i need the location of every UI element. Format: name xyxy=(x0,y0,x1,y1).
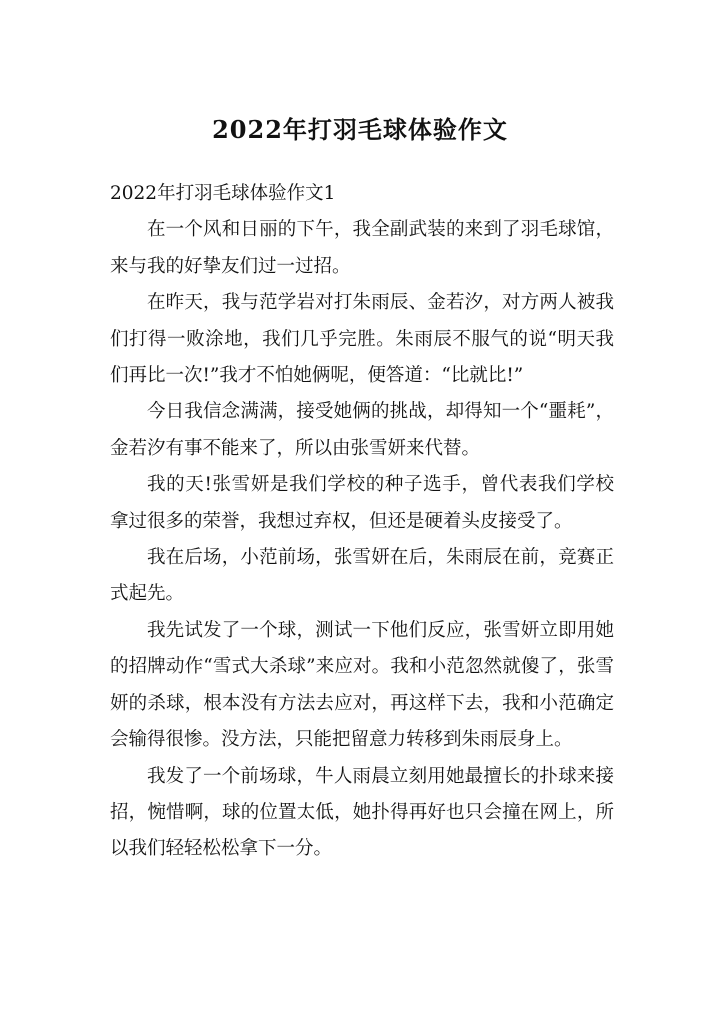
essay-heading: 2022年打羽毛球体验作文1 xyxy=(110,183,336,204)
paragraph: 在昨天，我与范学岩对打朱雨辰、金若汐，对方两人被我们打得一败涂地，我们几乎完胜。朱雨辰不服气的说“明天我们再比一次!”我才不怕她俩呢，便答道：“比就比!” xyxy=(110,292,614,387)
paragraph: 我先试发了一个球，测试一下他们反应，张雪妍立即用她的招牌动作“雪式大杀球”来应对。我和小范忽然就傻了，张雪妍的杀球，根本没有方法去应对，再这样下去，我和小范确定会输得很惨。没方法，只能把留意力转移到朱雨辰身上。 xyxy=(110,619,614,751)
paragraph: 在一个风和日丽的下午，我全副武装的来到了羽毛球馆，来与我的好挚友们过一过招。 xyxy=(110,219,614,277)
paragraph: 我发了一个前场球，牛人雨晨立刻用她最擅长的扑球来接招，惋惜啊，球的位置太低，她扑得再好也只会撞在网上，所以我们轻轻松松拿下一分。 xyxy=(110,765,614,860)
paragraph: 今日我信念满满，接受她俩的挑战，却得知一个“噩耗”，金若汐有事不能来了，所以由张雪妍来代替。 xyxy=(110,401,614,459)
document-title: 2022年打羽毛球体验作文 xyxy=(212,115,508,144)
paragraph: 我的天!张雪妍是我们学校的种子选手，曾代表我们学校拿过很多的荣誉，我想过弃权，但还是硬着头皮接受了。 xyxy=(110,474,614,532)
document-body xyxy=(110,176,614,868)
paragraph: 我在后场，小范前场，张雪妍在后，朱雨辰在前，竞赛正式起先。 xyxy=(110,547,614,605)
